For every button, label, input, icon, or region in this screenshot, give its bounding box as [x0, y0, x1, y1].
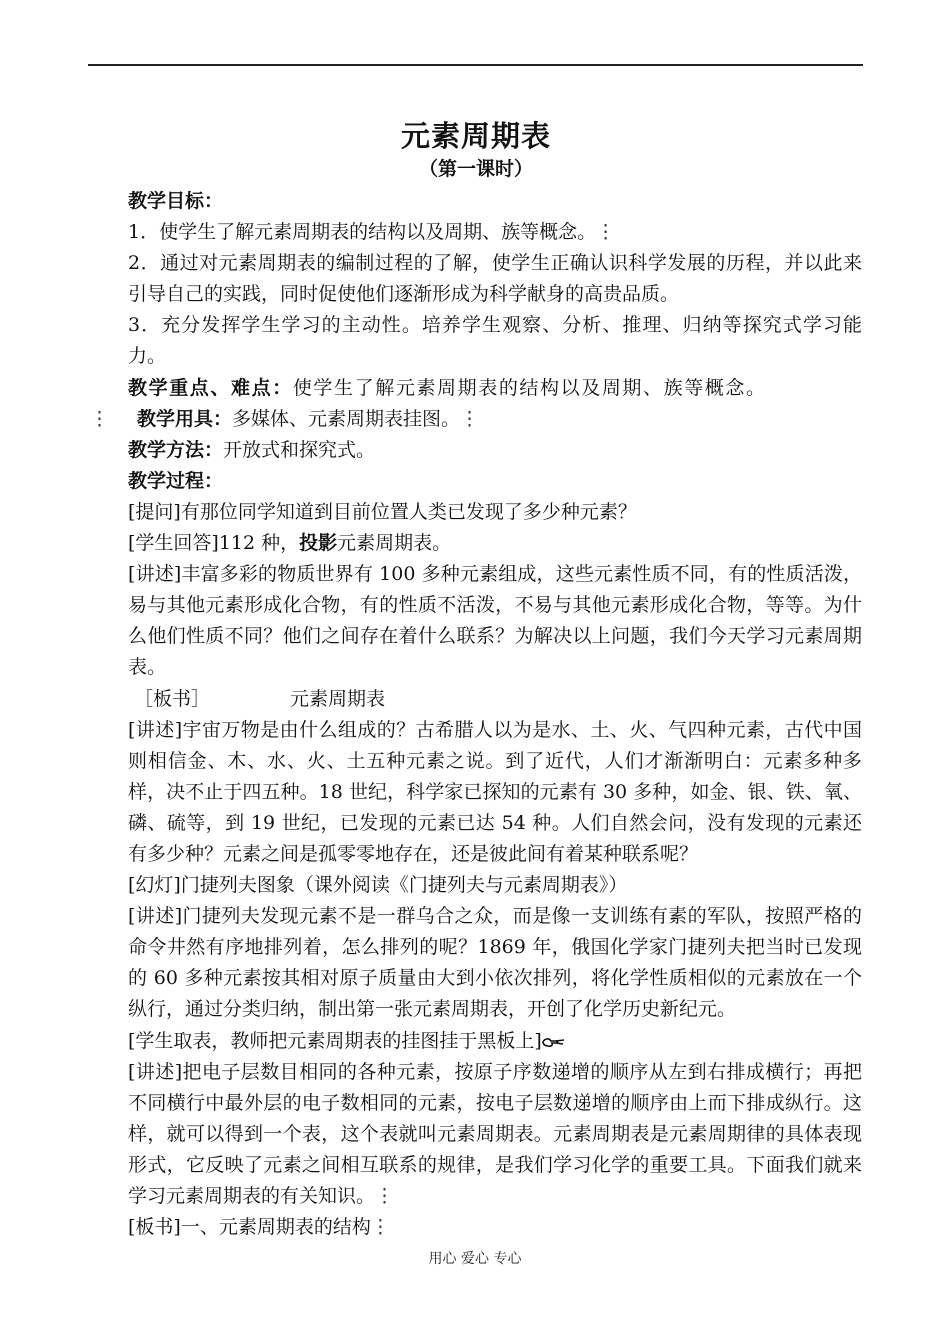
objective-1-text: 1．使学生了解元素周期表的结构以及周期、族等概念。: [128, 221, 597, 244]
key-points: [90, 373, 862, 404]
board-2-text: [板书]一、元素周期表的结构: [128, 1216, 371, 1239]
lecture-3: [讲述]门捷列夫发现元素不是一群乌合之众，而是像一支训练有素的军队，按照严格的命令井然有序地排列着，怎么排列的呢？1869 年，俄国化学家门捷列夫把当时已发现的 60 多种元素按其相对原子质量由大到小依次排列，将化学性质相似的元素放在一个纵行，通过分类归纳，制出第一张元素周期表，开创了化学历史新纪元。: [128, 905, 862, 1021]
dot-mark: ⋮: [460, 407, 480, 430]
tools-text: 多媒体、元素周期表挂图。: [232, 407, 461, 430]
document-title: 元素周期表: [400, 119, 551, 153]
answer-1-prefix: [学生回答]112 种，: [128, 532, 300, 555]
slide-1: [幻灯]门捷列夫图象（课外阅读《门捷列夫与元素周期表》）: [128, 874, 628, 897]
activity-1-text: [学生取表，教师把元素周期表的挂图挂于黑板上]: [128, 1029, 542, 1052]
board-1: [90, 684, 862, 715]
method-text: 开放式和探究式。: [223, 438, 376, 461]
header-rule: [88, 64, 863, 66]
objective-3: 3．充分发挥学生学习的主动性。培养学生观察、分析、推理、归纳等探究式学习能力。: [128, 314, 862, 368]
activity-1: [90, 1026, 862, 1057]
answer-1-bold: 投影: [299, 532, 338, 555]
answer-1-suffix: 元素周期表。: [337, 532, 452, 555]
lecture-2: [讲述]宇宙万物是由什么组成的？古希腊人以为是水、土、火、气四种元素，古代中国则相信金、木、水、火、土五种元素之说。到了近代，人们才渐渐明白：元素多种多样，决不止于四五种。18 世纪，科学家已探知的元素有 30 多种，如金、银、铁、氧、磷、硫等，到 19 世纪，已发现的元素已达 54 种。人们自然会问，没有发现的元素还有多少种？元素之间是孤零零地存在，还是彼此间有着某种联系呢？: [128, 718, 862, 865]
question-1: [提问]有那位同学知道到目前位置人类已发现了多少种元素？: [128, 500, 637, 523]
dot-mark: ⋮: [370, 1216, 390, 1239]
document-subtitle: （第一课时）: [418, 158, 533, 180]
page-footer: 用心 爱心 专心: [428, 1251, 522, 1267]
board-1-label: ［板书］: [134, 687, 211, 710]
lecture-4-text: [讲述]把电子层数目相同的各种元素，按原子序数递增的顺序从左到右排成横行；再把不同横行中最外层的电子数相同的元素，按电子层数递增的顺序由上而下排成纵行。这样，就可以得到一个表，这个表就叫元素周期表。元素周期表是元素周期律的具体表现形式，它反映了元素之间相互联系的规律，是我们学习化学的重要工具。下面我们就来学习元素周期表的有关知识。: [128, 1060, 862, 1207]
tools-line: [90, 404, 862, 435]
answer-1: [90, 528, 862, 559]
lecture-1: [讲述]丰富多彩的物质世界有 100 多种元素组成，这些元素性质不同，有的性质活泼，易与其他元素形成化合物，有的性质不活泼，不易与其他元素形成化合物，等等。为什么他们性质不同？他们之间存在着什么联系？为解决以上问题，我们今天学习元素周期表。: [128, 563, 862, 679]
key-points-text: 使学生了解元素周期表的结构以及周期、族等概念。: [292, 376, 767, 399]
tools-label: 教学用具：: [137, 407, 233, 430]
dot-mark: ⋮: [90, 407, 109, 430]
board-1-text: 元素周期表: [290, 687, 386, 710]
lecture-4: [90, 1057, 862, 1212]
dot-mark: ⋮: [596, 221, 616, 244]
process-heading: 教学过程：: [128, 469, 224, 492]
key-points-label: 教学重点、难点：: [128, 376, 293, 399]
objective-1: [90, 217, 862, 248]
objective-2: 2．通过对元素周期表的编制过程的了解，使学生正确认识科学发展的历程，并以此来引导自己的实践，同时促使他们逐渐形成为科学献身的高贵品质。: [128, 252, 862, 306]
method-line: [90, 435, 862, 466]
method-label: 教学方法：: [128, 438, 224, 461]
board-2: [90, 1212, 862, 1243]
dot-mark: ⋮: [375, 1185, 395, 1207]
objectives-heading: 教学目标：: [128, 190, 224, 212]
document-body: [90, 116, 862, 1243]
pointing-hand-icon: [542, 1035, 566, 1049]
